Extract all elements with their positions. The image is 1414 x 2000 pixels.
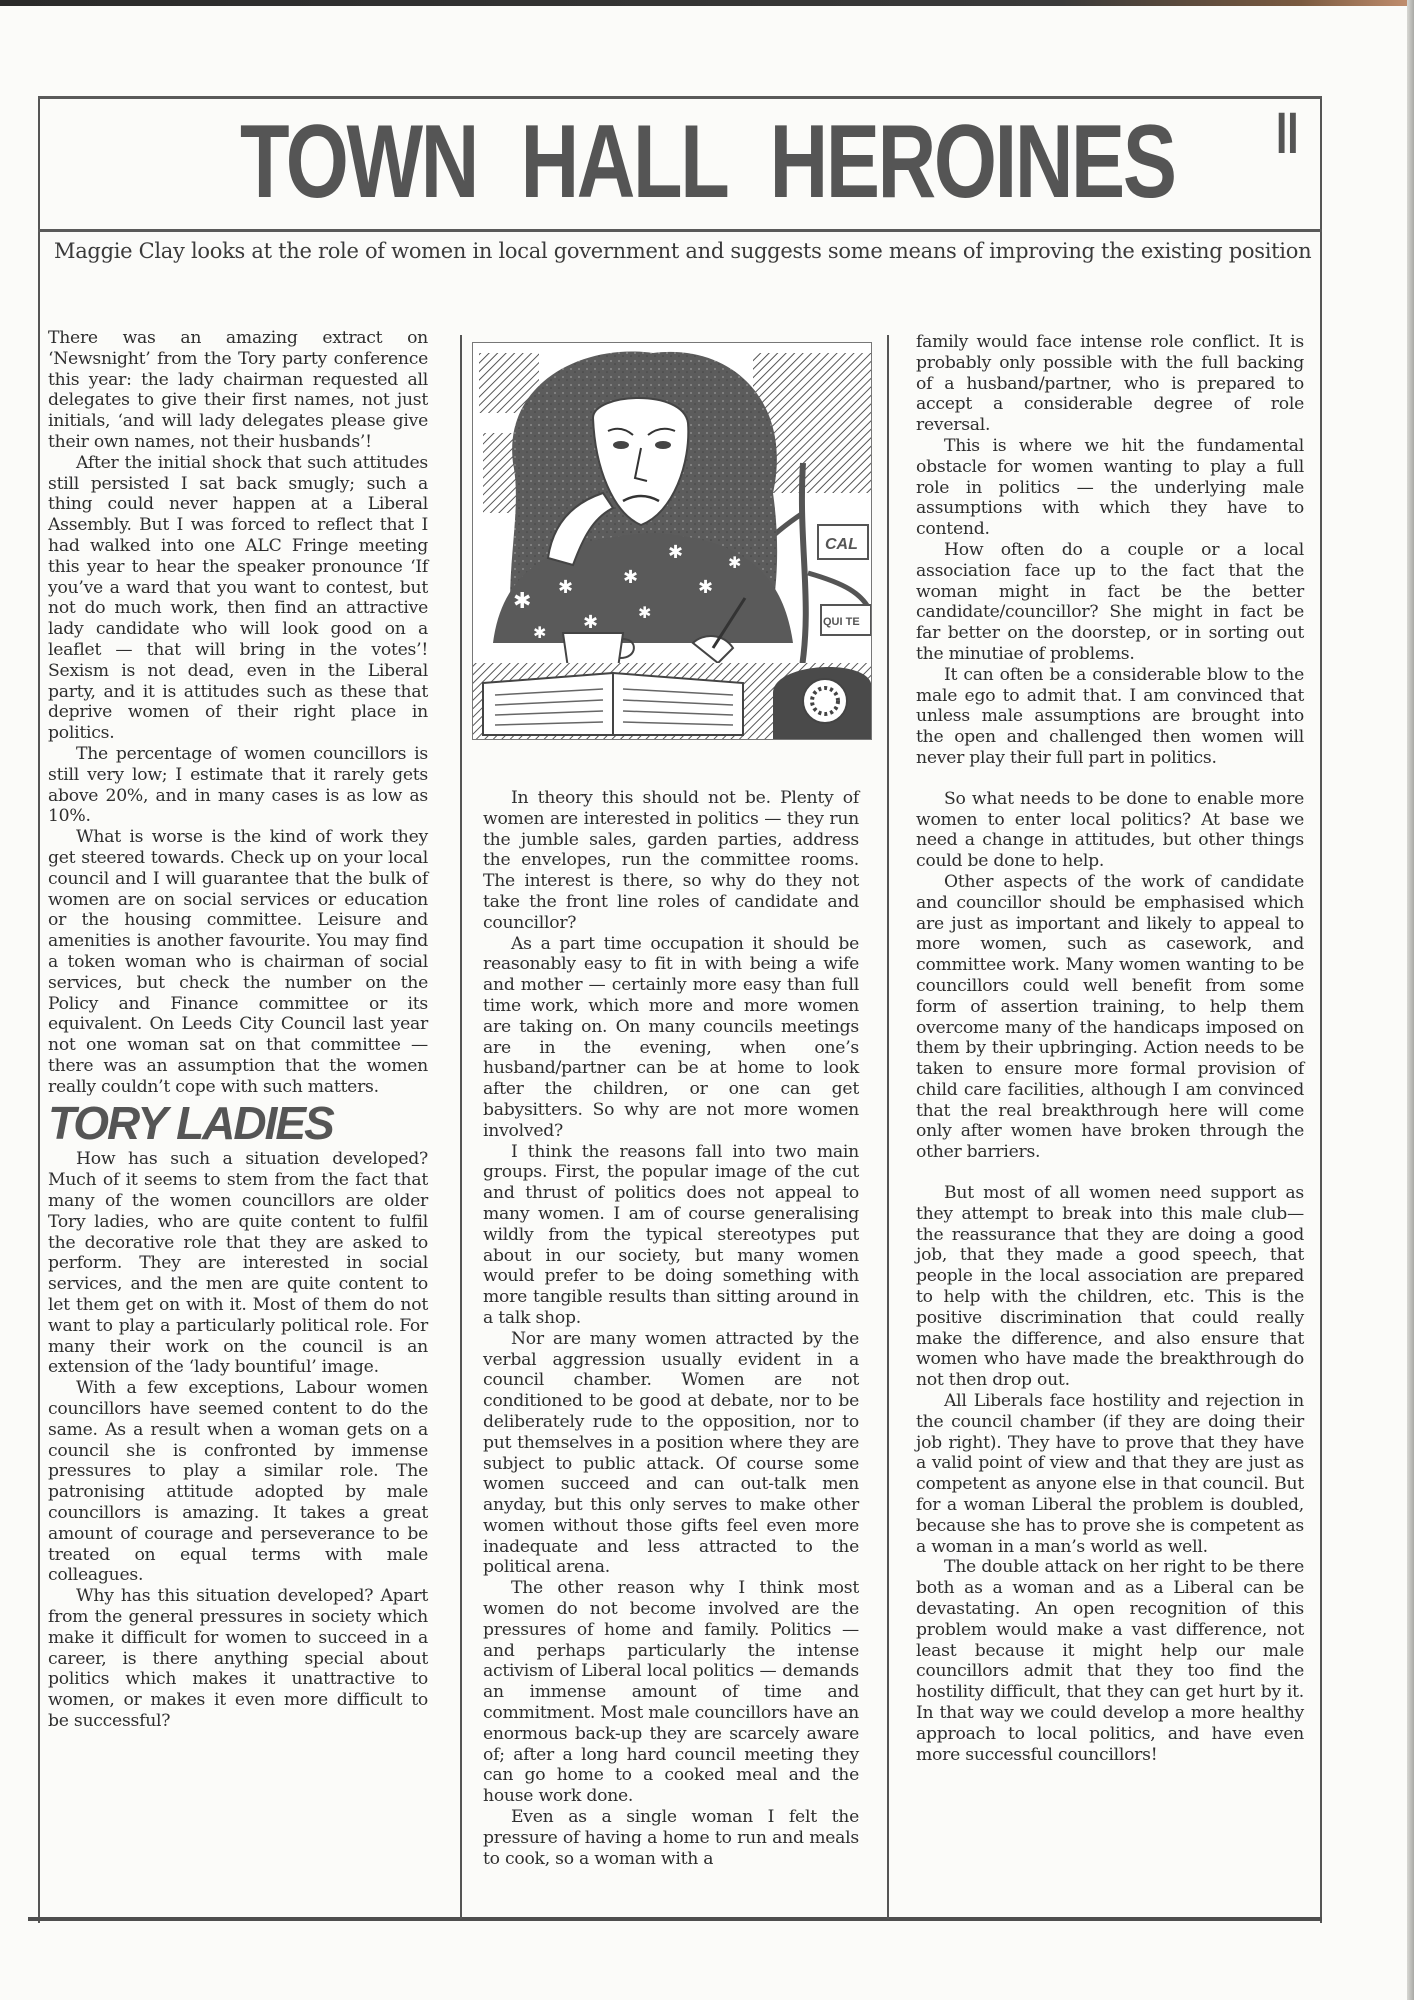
sign-cal-text: CAL xyxy=(825,536,858,553)
frame-top-rule xyxy=(38,96,1322,99)
paragraph: How has such a situation developed? Much of it seems to stem from the fact that many of the women councillors are older Tory ladies, who are quite content to fulfil the decorative role that they are asked to perform. They are interested in social services, and the men are quite content to let them get on with it. Most of them do not want to play a particularly political role. For many their work on the council is an extension of the ‘lady bountiful’ image. xyxy=(48,1149,428,1378)
svg-text:✱: ✱ xyxy=(698,577,714,598)
paragraph: In theory this should not be. Plenty of women are interested in politics — they run the jumble sales, garden parties, address the envelopes, run the committee rooms. The interest is there, so why do they not take the front line roles of candidate and councillor? xyxy=(483,788,859,933)
subheading: TORY LADIES xyxy=(48,1097,333,1150)
svg-text:✱: ✱ xyxy=(728,553,742,572)
scan-right-edge xyxy=(1407,0,1414,2000)
telephone-dial xyxy=(803,679,847,723)
section-gap xyxy=(916,1163,1304,1183)
paragraph: It can often be a considerable blow to the male ego to admit that. I am convinced that unless male assumptions are brought into the open and challenged then women will never play their full part in politics. xyxy=(916,664,1304,768)
column-rule xyxy=(460,335,462,1919)
paragraph: The percentage of women councillors is still very low; I estimate that it rarely gets above 20%, and in many cases is as low as 10%. xyxy=(48,743,428,827)
headline-divider-rule xyxy=(38,229,1322,232)
column-2 xyxy=(483,788,859,1869)
paragraph: But most of all women need support as they attempt to break into this male club—the reassurance that they are doing a good job, that they made a good speech, that people in the local association are prepared to help with the children, etc. This is the positive discrimination that could really make the difference, and also ensure that women who have made the breakthrough do not then drop out. xyxy=(916,1183,1304,1391)
paragraph: Even as a single woman I felt the pressure of having a home to run and meals to cook, so a woman with a xyxy=(483,1807,859,1869)
paragraph: Other aspects of the work of candidate and councillor should be emphasised which are just as important and likely to appeal to more women, such as casework, and committee work. Many women wanting to be councillors could well benefit from some form of assertion training, to help them overcome many of the handicaps imposed on them by their upbringing. Action needs to be taken to ensure more formal provision of child care facilities, although I am convinced that the real breakthrough here will come only after women have broken through the other barriers. xyxy=(916,871,1304,1163)
paragraph: The double attack on her right to be there both as a woman and as a Liberal can be devastating. An open recognition of this problem would make a vast difference, not least because it might help our male councillors admit that they too find the hostility difficult, that they can get hurt by it. In that way we could develop a more healthy approach to local politics, and have even more successful councillors! xyxy=(916,1557,1304,1765)
paragraph: What is worse is the kind of work they get steered towards. Check up on your local council and I will guarantee that the bulk of women are on social services or education or the housing committee. Leisure and amenities is another favourite. You may find a token woman who is chairman of social services, but check the number on the Policy and Finance committee or its equivalent. On Leeds City Council last year not one woman sat on that committee — there was an assumption that the women really couldn’t cope with such matters. xyxy=(48,827,428,1097)
svg-text:✱: ✱ xyxy=(638,603,652,622)
page-number: II xyxy=(1276,101,1299,166)
paragraph: After the initial shock that such attitudes still persisted I sat back smugly; such a thing could never happen at a Liberal Assembly. But I was forced to reflect that I had walked into one ALC Fringe meeting this year to hear the speaker pronounce ‘If you’ve a ward that you want to contest, but not do much work, then find an attractive lady candidate who will look good on a leaflet — that will bring in the votes’! Sexism is not dead, even in the Liberal party, and it is attitudes such as these that deprive women of their right place in politics. xyxy=(48,452,428,744)
paragraph: family would face intense role conflict. It is probably only possible with the full backing of a husband/partner, who is prepared to accept a considerable degree of role reversal. xyxy=(916,332,1304,436)
svg-text:✱: ✱ xyxy=(513,589,532,614)
woman-at-desk-drawing xyxy=(473,343,871,739)
paragraph: The other reason why I think most women do not become involved are the pressures of home and family. Politics — and perhaps particularly the intense activism of Liberal local politics — demands an immense amount of time and commitment. Most male councillors have an enormous back-up they are scarcely aware of; after a long hard council meeting they can go home to a cooked meal and the house work done. xyxy=(483,1578,859,1807)
illustration xyxy=(472,342,872,740)
paragraph: Why has this situation developed? Apart from the general pressures in society which make it difficult for women to succeed in a career, is there anything special about politics which makes it unattractive to women, or makes it even more difficult to be successful? xyxy=(48,1586,428,1731)
paragraph: With a few exceptions, Labour women councillors have seemed content to do the same. As a result when a woman gets on a council she is confronted by immense pressures to play a similar role. The patronising attitude adopted by male councillors is amazing. It takes a great amount of courage and perseverance to be treated on equal terms with male colleagues. xyxy=(48,1378,428,1586)
paragraph: So what needs to be done to enable more women to enter local politics? At base we need a change in attitudes, but other things could be done to help. xyxy=(916,788,1304,872)
paragraph: How often do a couple or a local association face up to the fact that the woman might in fact be the better candidate/councillor? She might in fact be far better on the doorstep, or in sorting out the minutiae of problems. xyxy=(916,539,1304,664)
headline: TOWN HALL HEROINES xyxy=(240,104,1175,220)
svg-text:✱: ✱ xyxy=(533,623,547,642)
paragraph: This is where we hit the fundamental obstacle for women wanting to play a full role in politics — the underlying male assumptions with which they have to contend. xyxy=(916,435,1304,540)
sign-quite-text: QUI TE xyxy=(823,616,860,628)
svg-text:✱: ✱ xyxy=(668,542,684,563)
paragraph: There was an amazing extract on ‘Newsnight’ from the Tory party conference this year: the lady chairman requested all delegates to give their first names, not just initials, ‘and will lady delegates please give their own names, not their husbands’! xyxy=(48,328,428,452)
section-gap xyxy=(916,769,1304,789)
svg-text:✱: ✱ xyxy=(583,612,599,633)
paragraph: As a part time occupation it should be reasonably easy to fit in with being a wife and mother — certainly more easy than full time work, which more and more women are taking on. On many councils meetings are in the evening, when one’s husband/partner can be at home to look after the children, or one can get babysitters. So why are not more women involved? xyxy=(483,933,859,1141)
paragraph: Nor are many women attracted by the verbal aggression usually evident in a council chamber. Women are not conditioned to be good at debate, nor to be deliberately rude to the opposition, nor to put themselves in a position where they are subject to public attack. Of course some women succeed and can out-talk men anyday, but this only serves to make other women without those gifts feel even more inadequate and less attracted to the political arena. xyxy=(483,1328,859,1578)
paragraph: I think the reasons fall into two main groups. First, the popular image of the cut and thrust of politics does not appeal to many women. I am of course generalising wildly from the typical stereotypes put about in our society, but many women would prefer to be doing something with more tangible results than sitting around in a talk shop. xyxy=(483,1141,859,1328)
column-3 xyxy=(916,332,1304,1765)
scan-top-edge xyxy=(0,0,1414,6)
paragraph: All Liberals face hostility and rejection in the council chamber (if they are doing their job right). They have to prove that they have a valid point of view and that they are just as competent as anyone else in that council. But for a woman Liberal the problem is doubled, because she has to prove she is competent as a woman in a man’s world as well. xyxy=(916,1391,1304,1557)
cup xyxy=(563,633,623,668)
column-1 xyxy=(48,328,428,1732)
frame-bottom-rule xyxy=(28,1917,1322,1921)
standfirst: Maggie Clay looks at the role of women in local government and suggests some means of improving the existing position xyxy=(54,239,1312,263)
svg-text:✱: ✱ xyxy=(558,577,574,598)
column-rule xyxy=(887,335,889,1919)
svg-text:✱: ✱ xyxy=(623,567,639,588)
